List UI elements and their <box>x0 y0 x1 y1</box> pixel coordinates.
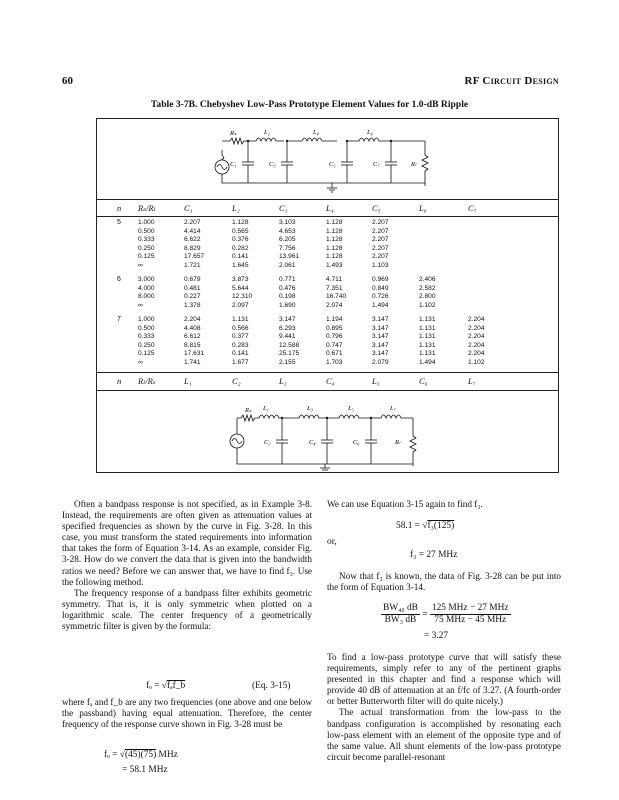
left-paragraph-3: where fₐ and f_b are any two frequencies (one above and one below the passband) having equal attenuation. Therefore, the center frequency of the response curve shown in Fig. 3-28 must be <box>62 697 312 730</box>
f3-result: f₃ = 27 MHz <box>410 550 458 560</box>
ratio-column: 1.000 0.500 0.333 0.250 0.125 ∞ <box>138 316 155 366</box>
bottom-label-rl: Rₗ <box>395 439 401 446</box>
bottom-label-c4: C₄ <box>309 439 316 446</box>
bottom-header-l7: L₇ <box>468 376 476 386</box>
top-label-rs: Rₛ <box>230 130 237 137</box>
c5-column: 0.969 0.849 0.726 1.494 <box>372 276 389 309</box>
bottom-label-l7: L₇ <box>390 405 396 412</box>
bottom-label-l1: L₁ <box>263 405 269 412</box>
bandwidth-ratio-equation: $\frac{\text{BW₄₀ dB}}{\text{BW₃ dB}}$ = $\frac{\text{125 MHz − 27 MHz}}{\text{75 MHz − 45 MHz}}$ <box>383 603 509 625</box>
center-frequency-result: = 58.1 MHz <box>122 765 168 775</box>
or-label: or, <box>327 537 337 547</box>
top-label-c3: C₃ <box>269 161 276 168</box>
c5-column: 3.147 3.147 3.147 3.147 3.147 2.079 <box>372 316 389 366</box>
c5-column: 2.207 2.207 2.207 2.207 2.207 1.103 <box>372 219 389 269</box>
bottom-label-l5: L₅ <box>348 405 354 412</box>
l2-column: 1.128 0.565 0.376 0.282 0.141 1.645 <box>232 219 249 269</box>
f3-equation: 58.1 = √f₃(125) <box>396 521 455 531</box>
c1-column: 2.207 4.414 6.622 8.829 17.657 1.721 <box>184 219 205 269</box>
center-frequency-equation: fₒ = √(45)(75) MHz <box>104 750 178 760</box>
c3-column: 3.103 4.653 6.205 7.756 13.961 2.061 <box>279 219 300 269</box>
ratio-numerator: BW₄₀ dB <box>383 603 418 613</box>
top-label-c7: C₇ <box>373 161 380 168</box>
bottom-ladder-schematic <box>97 394 558 472</box>
ratio-column: 1.000 0.500 0.333 0.250 0.125 ∞ <box>138 219 155 269</box>
top-label-c5: C₅ <box>329 161 336 168</box>
top-label-l6: L₆ <box>367 129 373 136</box>
l4-column: 4.711 7.351 16.740 2.074 <box>326 276 347 309</box>
bottom-header-ratio: Rₗ/Rₛ <box>138 376 156 386</box>
l6-column: 2.406 2.582 2.800 1.102 <box>419 276 436 309</box>
top-header-c3: C₃ <box>279 203 288 213</box>
bottom-header-l1: L₁ <box>184 376 192 386</box>
top-label-l2: L₂ <box>264 129 270 136</box>
ratio-column: 3.000 4.000 8.000 ∞ <box>138 276 155 309</box>
c3-column: 0.771 0.476 0.198 1.690 <box>279 276 296 309</box>
left-paragraph-1: Often a bandpass response is not specified, as in Example 3-8. Instead, the requirements are often given as attenuation values at specified frequencies as shown by the curve in Fig. 3-28. In this case, you must transform the stated requirements into information that takes the form of Equation 3-14. As an example, consider Fig. 3-28. How do we convert the data that is given into the bandwidth ratios we need? Before we can answer that, we have to find f₃. Use the following method. <box>62 499 312 587</box>
right-paragraphs-3-4 <box>327 652 561 763</box>
top-header-c5: C₅ <box>372 203 381 213</box>
ratio-value-denominator: 75 MHz − 45 MHz <box>434 615 507 625</box>
bottom-header-c4: C₄ <box>326 376 335 386</box>
group-n-label: 6 <box>117 276 121 283</box>
ratio-denominator: BW₃ dB <box>384 615 417 625</box>
top-header-ratio: Rₛ/Rₗ <box>138 203 156 213</box>
table-title: Table 3-7B. Chebyshev Low-Pass Prototype Element Values for 1.0-dB Ripple <box>150 99 469 110</box>
top-label-rl: Rₗ <box>411 161 417 168</box>
top-header-c1: C₁ <box>184 203 193 213</box>
equation-3-15-number: (Eq. 3-15) <box>252 681 291 691</box>
bottom-header-l5: L₅ <box>372 376 380 386</box>
c7-column: 2.204 2.204 2.204 2.204 2.204 1.102 <box>468 316 485 366</box>
top-header-l2: L₂ <box>232 203 240 213</box>
right-paragraph-3: To find a low-pass prototype curve that will satisfy these requirements, simply refer to any of the pertinent graphs presented in this chapter and find a response which will provide 40 dB of attenuation at an f/fc of 3.27. (A fourth-order or better Butterworth filter will do quite nicely.) <box>327 652 561 707</box>
c3-column: 3.147 6.293 9.441 12.588 25.175 2.155 <box>279 316 300 366</box>
l4-column: 1.194 0.895 0.796 0.747 0.671 1.703 <box>326 316 343 366</box>
c1-column: 0.679 0.481 0.227 1.378 <box>184 276 201 309</box>
l2-column: 3.873 5.644 12.310 2.097 <box>232 276 253 309</box>
right-paragraph-2: Now that f₃ is known, the data of Fig. 3-28 can be put into the form of Equation 3-14. <box>327 571 561 593</box>
top-header-n: n <box>117 203 122 213</box>
top-header-l6: L₆ <box>419 203 427 213</box>
bottom-label-l3: L₃ <box>307 405 313 412</box>
bottom-header-c6: C₆ <box>419 376 428 386</box>
bottom-header-l3: L₃ <box>279 376 287 386</box>
right-paragraph-1: We can use Equation 3-15 again to find f₃. <box>327 499 483 509</box>
c1-column: 2.204 4.408 6.612 8.815 17.631 1.741 <box>184 316 205 366</box>
left-paragraph-2: The frequency response of a bandpass filter exhibits geometric symmetry. That is, it is only symmetric when plotted on a logarithmic scale. The center frequency of a geometrically symmetric filter is given by the formula: <box>62 587 312 632</box>
table-box <box>96 118 559 473</box>
top-label-c1: C₁ <box>230 161 237 168</box>
bottom-header-n: n <box>117 376 122 386</box>
top-header-l4: L₄ <box>326 203 334 213</box>
ratio-value-numerator: 125 MHz − 27 MHz <box>431 603 509 613</box>
left-paragraphs-1 <box>62 499 312 632</box>
bottom-label-c6: C₆ <box>353 439 360 446</box>
right-paragraph-4: The actual transformation from the low-pass to the bandpass configuration is accomplished by resonating each low-pass element with an element of the opposite type and of the same value. All shunt elements of the low-pass prototype circuit become parallel-resonant <box>327 707 561 762</box>
bottom-header-c2: C₂ <box>232 376 241 386</box>
top-ladder-schematic <box>97 123 558 193</box>
top-header-row <box>97 203 558 217</box>
running-title: RF Circuit Design <box>464 75 559 87</box>
bottom-header-row <box>97 376 558 390</box>
l2-column: 1.131 0.566 0.377 0.283 0.141 1.677 <box>232 316 249 366</box>
ratio-result: = 3.27 <box>424 631 449 641</box>
top-label-l4: L₄ <box>313 129 319 136</box>
bottom-label-rs: Rₛ <box>245 407 252 414</box>
group-n-label: 7 <box>117 316 121 323</box>
top-header-c7: C₇ <box>468 203 477 213</box>
l6-column: 1.131 1.131 1.131 1.131 1.131 1.494 <box>419 316 436 366</box>
group-n-label: 5 <box>117 219 121 226</box>
equation-3-15: fₒ = √fₐf_b <box>146 681 186 691</box>
bottom-label-c2: C₂ <box>264 439 271 446</box>
page-number: 60 <box>62 75 73 87</box>
l4-column: 1.128 1.128 1.128 1.128 1.128 1.493 <box>326 219 343 269</box>
